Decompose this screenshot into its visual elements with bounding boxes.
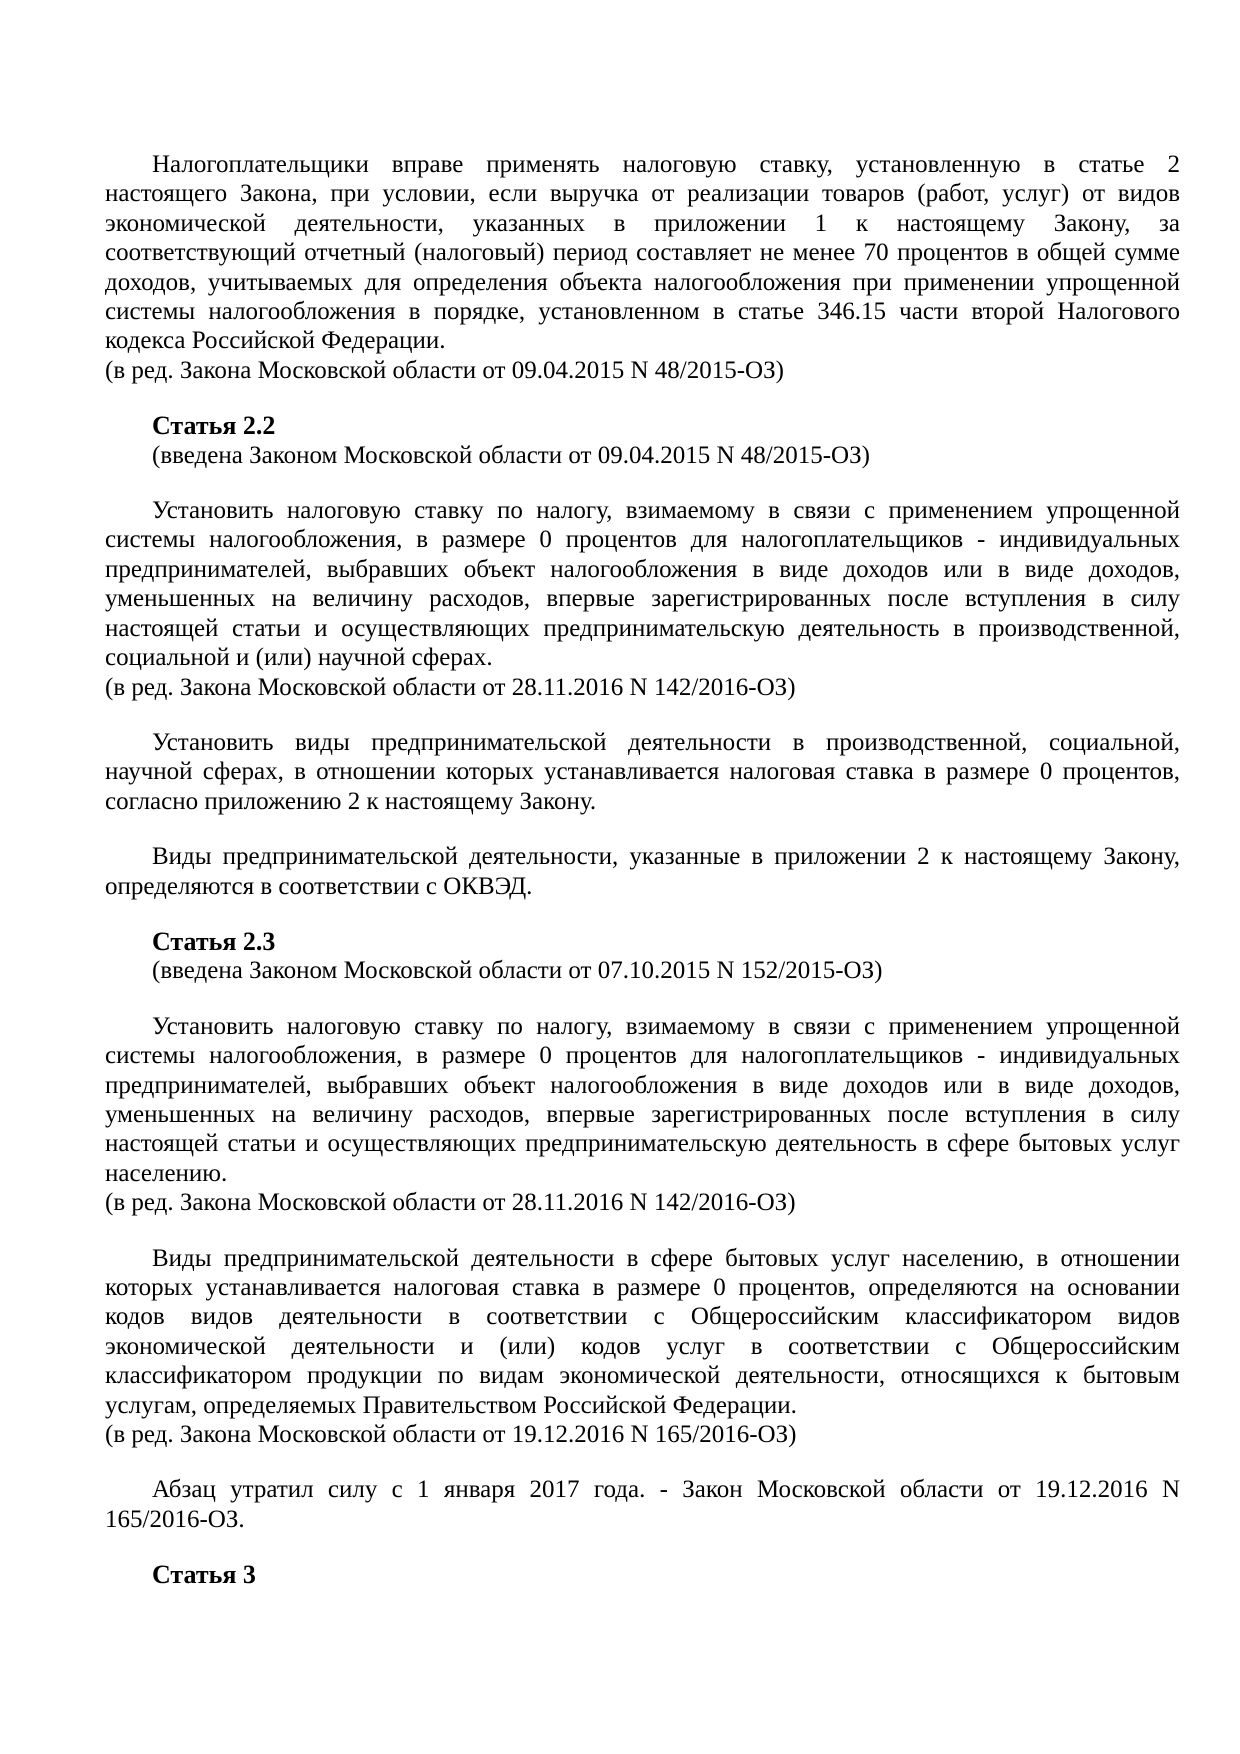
paragraph-line: научной сферах, в отношении которых устанавливается налоговая ставка в размере 0 процентов, — [105, 758, 1180, 786]
para-tax-rate-condition — [105, 150, 1180, 356]
para-okved-reference — [105, 842, 1180, 901]
article-2-3-heading: Статья 2.3 — [152, 926, 276, 956]
paragraph-line: доходов, учитываемых для определения объекта налогообложения при применении упрощенной — [105, 268, 1180, 296]
spacer — [105, 1534, 1180, 1560]
paragraph-line: настоящей статьи и осуществляющих предпринимательскую деятельность в производственной, — [105, 614, 1180, 642]
para-paragraph-lost-force — [105, 1475, 1180, 1534]
paragraph-line: экономической деятельности и (или) кодов услуг в соответствии с Общероссийским — [105, 1332, 1180, 1360]
spacer — [105, 385, 1180, 411]
paragraph-line: Виды предпринимательской деятельности в сфере бытовых услуг населению, в отношении — [152, 1244, 1180, 1272]
edit-note-48-2015: (в ред. Закона Московской области от 09.04.2015 N 48/2015-ОЗ) — [105, 356, 784, 384]
article-2-3-intro-note: (введена Законом Московской области от 07.10.2015 N 152/2015-ОЗ) — [152, 957, 883, 985]
para-activity-types-appendix-2 — [105, 728, 1180, 816]
paragraph-line: системы налогообложения, в размере 0 процентов для налогоплательщиков - индивидуальных — [105, 1042, 1180, 1070]
paragraph-line: социальной и (или) научной сферах. — [105, 644, 493, 672]
paragraph-line: которых устанавливается налоговая ставка в размере 0 процентов, определяются на основании — [105, 1274, 1180, 1301]
paragraph-line: 165/2016-ОЗ. — [105, 1505, 245, 1533]
paragraph-line: классификатором продукции по видам экономической деятельности, относящихся к бытовым — [105, 1362, 1180, 1390]
article-3-heading: Статья 3 — [152, 1560, 256, 1590]
paragraph-line: Установить налоговую ставку по налогу, взимаемому в связи с применением упрощенной — [152, 497, 1180, 525]
paragraph-line: предпринимателей, выбравших объект налогообложения в виде доходов или в виде доходов, — [105, 1071, 1180, 1099]
paragraph-line: услугам, определяемых Правительством Российской Федерации. — [105, 1391, 797, 1419]
paragraph-line: соответствующий отчетный (налоговый) период составляет не менее 70 процентов в общей сумме — [105, 239, 1180, 267]
document-text — [105, 150, 1180, 1590]
spacer — [105, 702, 1180, 728]
paragraph-line: Налогоплательщики вправе применять налоговую ставку, установленную в статье 2 — [152, 151, 1180, 178]
para-zero-rate-production-social-science — [105, 496, 1180, 672]
paragraph-line: Виды предпринимательской деятельности, указанные в приложении 2 к настоящему Закону, — [152, 843, 1180, 871]
paragraph-line: Установить налоговую ставку по налогу, взимаемому в связи с применением упрощенной — [152, 1012, 1180, 1040]
spacer — [105, 470, 1180, 496]
paragraph-line: согласно приложению 2 к настоящему Закону. — [105, 787, 597, 815]
para-household-services-classifiers — [105, 1244, 1180, 1420]
para-zero-rate-household-services — [105, 1012, 1180, 1188]
paragraph-line: определяются в соответствии с ОКВЭД. — [105, 872, 533, 900]
article-2-2-intro-note: (введена Законом Московской области от 09.04.2015 N 48/2015-ОЗ) — [152, 441, 870, 469]
paragraph-line: настоящего Закона, при условии, если выручка от реализации товаров (работ, услуг) от видов — [105, 180, 1180, 208]
spacer — [105, 1449, 1180, 1475]
article-2-2-heading: Статья 2.2 — [152, 411, 276, 441]
paragraph-line: системы налогообложения, в размере 0 процентов для налогоплательщиков - индивидуальных — [105, 526, 1180, 554]
paragraph-line: настоящей статьи и осуществляющих предпринимательскую деятельность в сфере бытовых услуг — [105, 1130, 1180, 1158]
spacer — [105, 986, 1180, 1012]
edit-note-165-2016: (в ред. Закона Московской области от 19.12.2016 N 165/2016-ОЗ) — [105, 1421, 797, 1449]
paragraph-line: экономической деятельности, указанных в приложении 1 к настоящему Закону, за — [105, 209, 1180, 237]
paragraph-line: предпринимателей, выбравших объект налогообложения в виде доходов или в виде доходов, — [105, 555, 1180, 583]
paragraph-line: уменьшенных на величину расходов, впервые зарегистрированных после вступления в силу — [105, 585, 1180, 613]
edit-note-142-2016-second: (в ред. Закона Московской области от 28.11.2016 N 142/2016-ОЗ) — [105, 1189, 796, 1217]
paragraph-line: уменьшенных на величину расходов, впервые зарегистрированных после вступления в силу — [105, 1100, 1180, 1128]
paragraph-line: Абзац утратил силу с 1 января 2017 года. - Закон Московской области от 19.12.2016 N — [152, 1476, 1180, 1504]
spacer — [105, 901, 1180, 927]
paragraph-line: населению. — [105, 1159, 228, 1187]
paragraph-line: кодов видов деятельности в соответствии с Общероссийским классификатором видов — [105, 1303, 1180, 1331]
paragraph-line: кодекса Российской Федерации. — [105, 327, 446, 355]
paragraph-line: Установить виды предпринимательской деятельности в производственной, социальной, — [152, 728, 1180, 756]
spacer — [105, 1218, 1180, 1244]
spacer — [105, 816, 1180, 842]
paragraph-line: системы налогообложения в порядке, установленном в статье 346.15 части второй Налогового — [105, 298, 1180, 326]
edit-note-142-2016-first: (в ред. Закона Московской области от 28.11.2016 N 142/2016-ОЗ) — [105, 673, 796, 701]
